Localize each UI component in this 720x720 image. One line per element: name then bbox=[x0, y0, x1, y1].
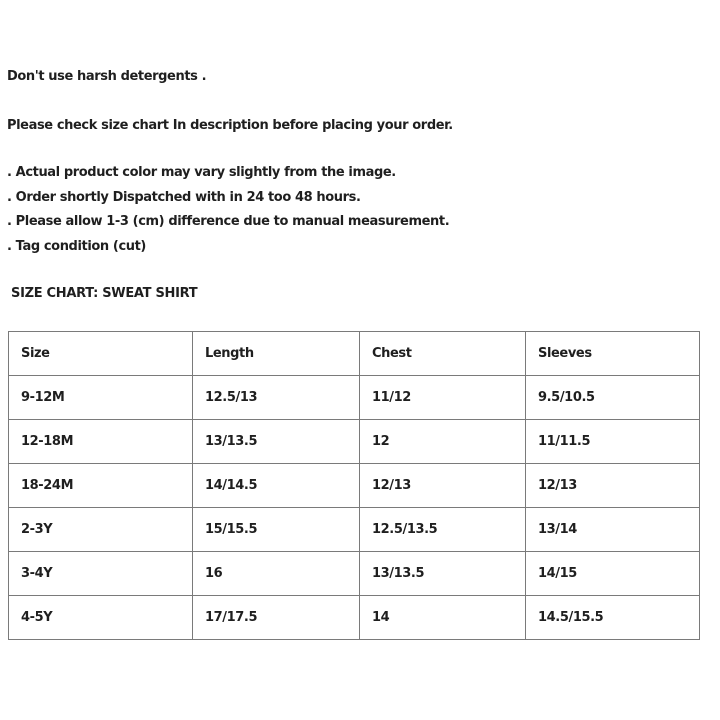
cell-size: 3-4Y bbox=[9, 552, 193, 596]
cell-chest: 12.5/13.5 bbox=[360, 508, 526, 552]
cell-sleeves: 14/15 bbox=[526, 552, 700, 596]
table-row bbox=[9, 596, 700, 640]
cell-size: 2-3Y bbox=[9, 508, 193, 552]
cell-sleeves: 14.5/15.5 bbox=[526, 596, 700, 640]
cell-size: 4-5Y bbox=[9, 596, 193, 640]
cell-chest: 13/13.5 bbox=[360, 552, 526, 596]
header-sleeves: Sleeves bbox=[526, 332, 700, 376]
cell-size: 18-24M bbox=[9, 464, 193, 508]
cell-size: 12-18M bbox=[9, 420, 193, 464]
table-header-row bbox=[9, 332, 700, 376]
bullet-item: . Tag condition (cut) bbox=[7, 239, 146, 254]
cell-sleeves: 9.5/10.5 bbox=[526, 376, 700, 420]
cell-chest: 14 bbox=[360, 596, 526, 640]
cell-chest: 12/13 bbox=[360, 464, 526, 508]
bullet-item: . Order shortly Dispatched with in 24 too 48 hours. bbox=[7, 190, 361, 205]
table-row bbox=[9, 464, 700, 508]
bullet-item: . Please allow 1-3 (cm) difference due to manual measurement. bbox=[7, 214, 450, 229]
header-chest: Chest bbox=[360, 332, 526, 376]
cell-length: 17/17.5 bbox=[193, 596, 360, 640]
table-row bbox=[9, 552, 700, 596]
table-row bbox=[9, 376, 700, 420]
header-length: Length bbox=[193, 332, 360, 376]
table-row bbox=[9, 508, 700, 552]
cell-sleeves: 12/13 bbox=[526, 464, 700, 508]
cell-length: 16 bbox=[193, 552, 360, 596]
cell-length: 12.5/13 bbox=[193, 376, 360, 420]
cell-sleeves: 13/14 bbox=[526, 508, 700, 552]
cell-length: 15/15.5 bbox=[193, 508, 360, 552]
header-size: Size bbox=[9, 332, 193, 376]
chart-heading: SIZE CHART: SWEAT SHIRT bbox=[11, 286, 198, 301]
size-chart-note: Please check size chart In description before placing your order. bbox=[7, 118, 453, 133]
bullet-item: . Actual product color may vary slightly from the image. bbox=[7, 165, 396, 180]
size-chart-table bbox=[8, 331, 700, 640]
cell-sleeves: 11/11.5 bbox=[526, 420, 700, 464]
care-note: Don't use harsh detergents . bbox=[7, 69, 207, 84]
cell-chest: 12 bbox=[360, 420, 526, 464]
cell-size: 9-12M bbox=[9, 376, 193, 420]
cell-length: 13/13.5 bbox=[193, 420, 360, 464]
cell-length: 14/14.5 bbox=[193, 464, 360, 508]
table-row bbox=[9, 420, 700, 464]
cell-chest: 11/12 bbox=[360, 376, 526, 420]
